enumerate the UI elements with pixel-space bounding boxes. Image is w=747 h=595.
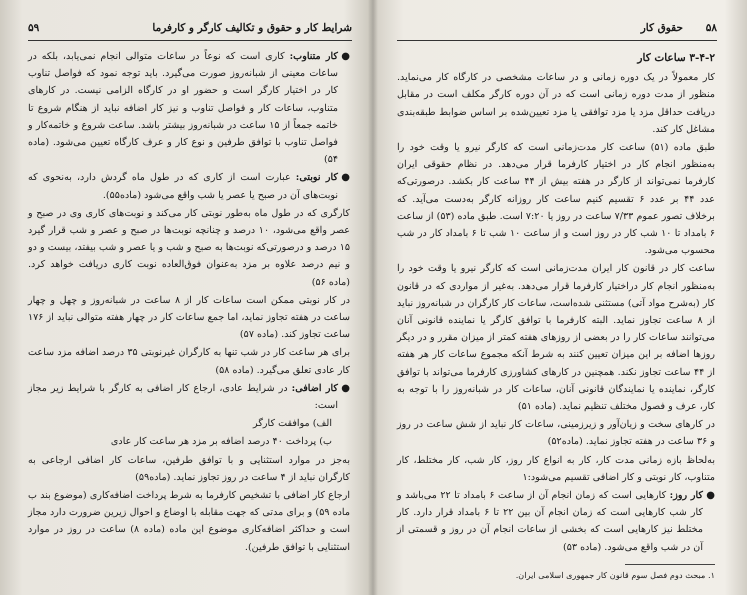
section-title: ۳-۴-۲ ساعات کار	[637, 52, 715, 64]
item-text: عبارت است از کاری که در طول ماه گردش دارد، به‌نحوی که نوبت‌های آن در صبح یا عصر یا شب واقع می‌شود (ماده۵۵).	[28, 172, 338, 201]
item-text: کاری است که نوعاً در ساعات متوالی انجام نمی‌یابد، بلکه در ساعات معینی از شبانه‌روز صورت می‌گیرد. باید توجه نمود که فواصل تناوب کار در اختیار کارگر است و حضور او در کارگاه الزامی نیست. در کارهای متناوب، ساعات کار و فواصل تناوب و نیز کار اضافه نباید از هنگام شروع تا خاتمه جمعاً از ۱۵ ساعت در شبانه‌روز بیشتر باشد. ساعت شروع و خاتمه‌کار و فواصل تناوب با توافق طرفین و نوع کار و عرف کارگاه تعیین می‌شود. (ماده ۵۴)	[28, 51, 338, 166]
running-head	[397, 22, 717, 40]
list-item	[28, 169, 350, 203]
header-rule	[397, 40, 717, 41]
left-page	[0, 0, 372, 595]
paragraph: به‌لحاظ بازه زمانی مدت کار، کار به انواع کار روز، کار شب، کار مختلط، کار متناوب، کار نوبتی و کار اضافی تقسیم می‌شود:۱	[397, 454, 715, 483]
list-item	[28, 48, 350, 168]
paragraph: در کارهای سخت و زیان‌آور و زیرزمینی، ساعات کار نباید از شش ساعت در روز و ۳۶ ساعت در هفته تجاوز نماید. (ماده۵۲)	[397, 419, 715, 448]
paragraph: کارگری که در طول ماه به‌طور نوبتی کار می‌کند و نوبت‌های کاری وی در صبح و عصر واقع می‌شود، ۱۰ درصد و چنانچه نوبت‌ها در صبح و عصر و شب قرار گیرد ۱۵ درصد و درصورتی‌که نوبت‌ها به صبح و شب و یا عصر و شب بیفتد، بیست و دو و نیم درصد علاوه بر مزد به‌عنوان فوق‌العاده نوبت کاری دریافت خواهد کرد. (ماده ۵۶)	[28, 207, 350, 288]
bullet-icon: ●	[341, 51, 350, 62]
paragraph: برای هر ساعت کار در شب تنها به کارگران غیرنوبتی ۳۵ درصد اضافه مزد ساعت کار عادی تعلق می‌گیرد. (ماده ۵۸)	[28, 347, 350, 376]
list-item	[28, 380, 350, 414]
condition-line: الف) موافقت کارگر	[253, 418, 332, 430]
item-term: کار متناوب:	[289, 51, 338, 62]
bullet-icon: ●	[341, 382, 350, 394]
list-item	[397, 487, 715, 556]
page-body	[397, 48, 715, 557]
running-title: حقوق کار	[640, 22, 683, 34]
bullet-icon: ●	[706, 490, 715, 502]
paragraph: ساعت کار در قانون کار ایران مدت‌زمانی است که کارگر نیرو یا وقت خود را به‌منظور انجام کار دراختیار کارفرما قرار می‌دهد. به‌غیر از مواردی که در قانون کار (به‌شرح مواد آتی) مستثنی شده‌است، ساعات کار کارگران در شبانه‌روز نباید از ۸ ساعت تجاوز نماید. البته کارفرما با توافق کارگر یا نماینده قانونی آنان می‌توانند ساعات کار را در بعضی از روزهای هفته کمتر از میزان مقرر و در دیگر روزها اضافه بر این میزان تعیین کنند به شرط آنکه مجموع ساعات کار هر هفته از ۴۴ ساعت تجاوز نکند. همچنین در کارهای کشاورزی کارفرما می‌تواند با توافق کارگر، نماینده یا نمایندگان قانونی آنان، ساعات کار در شبانه‌روز را با توجه به کار، عرف و فصول مختلف تنظیم نماید. (ماده ۵۱)	[397, 263, 715, 413]
paragraph: در کار نوبتی ممکن است ساعات کار از ۸ ساعت در شبانه‌روز و چهل و چهار ساعت در هفته تجاوز نماید، اما جمع ساعات کار در چهار هفته متوالی نباید از ۱۷۶ ساعت تجاوز کند. (ماده ۵۷)	[28, 294, 350, 341]
item-term: کار نوبتی:	[295, 172, 338, 184]
footnote-rule	[625, 564, 715, 565]
footnote: ۱. مبحث دوم فصل سوم قانون کار جمهوری اسلامی ایران.	[515, 570, 715, 580]
paragraph: به‌جز در موارد استثنایی و با توافق طرفین، ساعات کار اضافی ارجاعی به کارگران نباید از ۴ ساعت در روز تجاوز نماید. (ماده۵۹)	[28, 454, 350, 483]
bullet-icon: ●	[341, 172, 350, 184]
paragraph: کار معمولاً در یک دوره زمانی و در ساعات مشخصی در کارگاه کار می‌نماید. منظور از مدت دوره زمانی است که در آن دوره کارگر مکلف است در مقابل دریافت حداقل مزد یا مزد توافقی یا مزد تعیین‌شده بر اساس ضوابط طبقه‌بندی مشاغل کار کند.	[397, 72, 715, 135]
paragraph: ارجاع کار اضافی با تشخیص کارفرما به شرط پرداخت اضافه‌کاری (موضوع بند ب ماده ۵۹) و برای مدتی که جهت مقابله با اوضاع و احوال زیرین ضرورت دارد مجاز است و حداکثر اضافه‌کاری موضوع این ماده (ماده ۸) ساعت در روز در موارد استثنایی با توافق طرفین).	[28, 490, 350, 553]
running-head	[28, 22, 352, 40]
item-term: کار روز:	[669, 490, 703, 502]
page-number: ۵۹	[28, 22, 40, 34]
page-body	[28, 48, 350, 557]
paragraph: طبق ماده (۵۱) ساعت کار مدت‌زمانی است که کارگر نیرو یا وقت خود را به‌منظور انجام کار در اختیار کارفرما قرار می‌دهد. در نظام حقوقی ایران کارفرما نمی‌تواند از کارگر در هفته بیش از ۴۴ ساعت کار بکشد. درصورتی‌که عدد ۴۴ بر عدد ۶ تقسیم کنیم ساعت کار روزانه کارگر به‌دست می‌آید. که برخلاف تصور عموم ۷/۳۳ ساعت در روز یا ۷:۲۰ است. طبق ماده (۵۳) از ساعت ۶ بامداد تا ۱۰ شب کار در روز است و از ساعت ۱۰ شب تا ۶ بامداد کار در شب محسوب می‌شود.	[397, 142, 716, 257]
item-term: کار اضافی:	[291, 382, 338, 394]
right-page	[375, 0, 747, 595]
page-number: ۵۸	[705, 22, 717, 34]
condition-line: ب) پرداخت ۴۰ درصد اضافه بر مزد هر ساعت کار عادی	[110, 436, 332, 448]
item-text: کارهایی است که زمان انجام آن از ساعت ۶ بامداد تا ۲۲ می‌باشد و کار شب کارهایی است که زمان انجام آن بین ۲۲ تا ۶ بامداد قرار دارد. کار مختلط نیز کارهایی است که بخشی از ساعات انجام آن در روز و قسمتی از آن در شب واقع می‌شود. (ماده ۵۳)	[397, 490, 703, 553]
header-rule	[28, 40, 352, 41]
running-title: شرایط کار و حقوق و تکالیف کارگر و کارفرما	[152, 22, 352, 34]
item-text: در شرایط عادی، ارجاع کار اضافی به کارگر با شرایط زیر مجاز است:	[28, 382, 338, 412]
